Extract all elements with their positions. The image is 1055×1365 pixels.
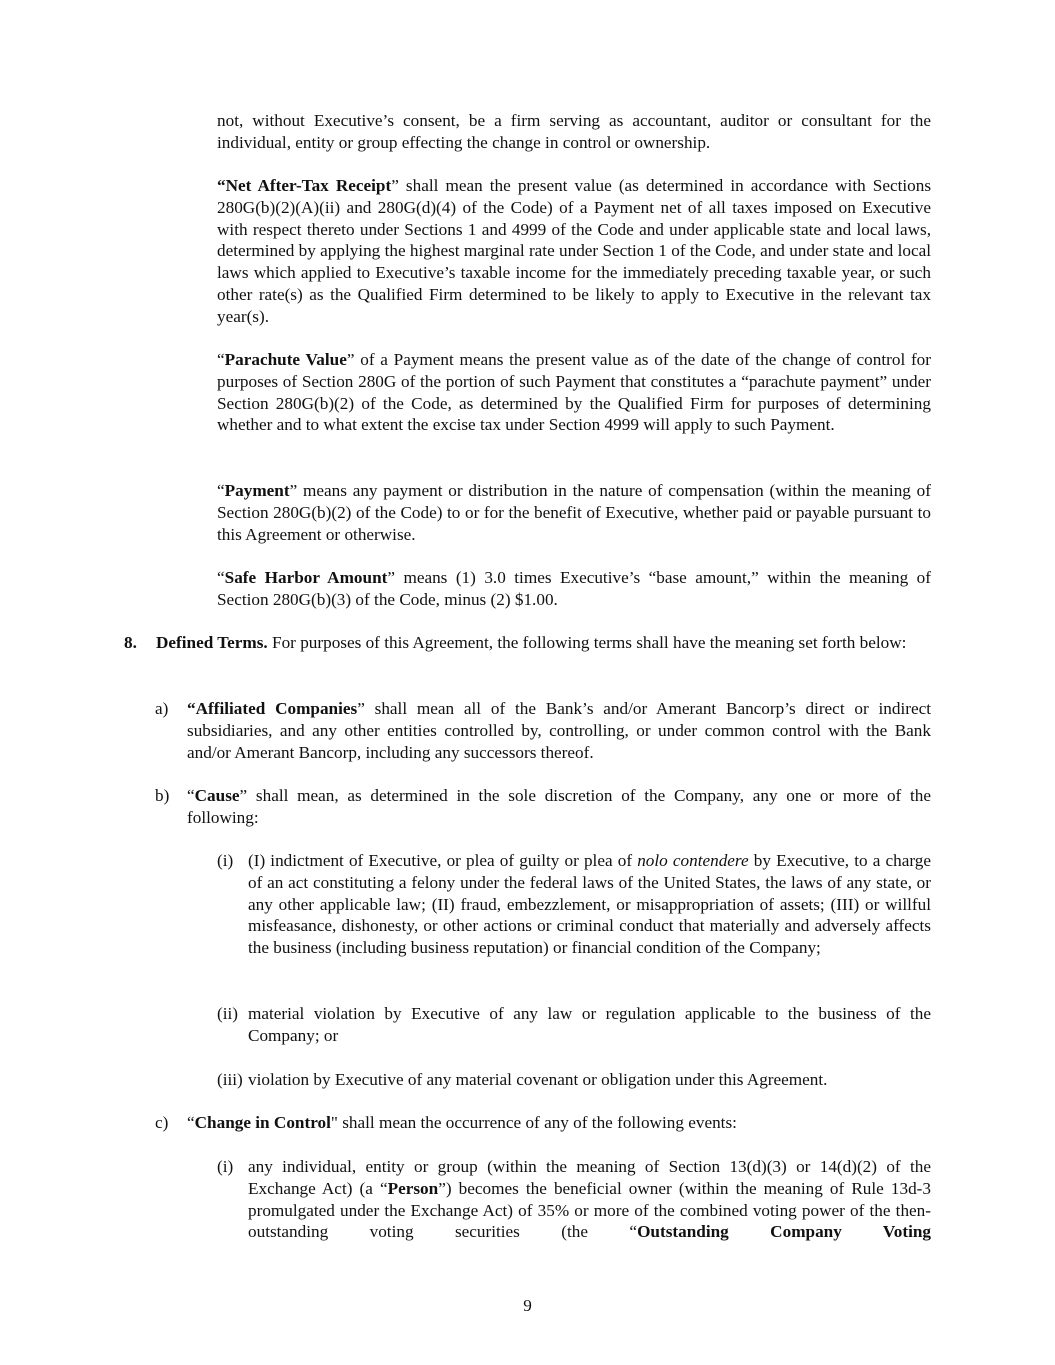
section-8-defined-terms: 8. Defined Terms. For purposes of this Agreement, the following terms shall have the meaning set forth below:	[124, 633, 907, 652]
subitem-label: (i)	[217, 1157, 234, 1176]
cause-subitem-iii: (iii) violation by Executive of any material covenant or obligation under this Agreement.	[217, 1070, 828, 1089]
subitem-label: (i)	[217, 851, 234, 870]
italic-term: nolo contendere	[637, 851, 749, 870]
defined-term: Safe Harbor Amount	[224, 568, 388, 587]
item-label: c)	[155, 1113, 169, 1132]
item-a-affiliated-companies: a) “Affiliated Companies” shall mean all of the Bank’s and/or Amerant Bancorp’s direct or indirect subsidiaries, and any other entities controlled by, controlling, or under common control with the Bank and/or Amerant Bancorp, including any successors thereof.	[155, 699, 931, 762]
definition-safe-harbor-amount: “Safe Harbor Amount” means (1) 3.0 times Executive’s “base amount,” within the meaning of Section 280G(b)(3) of the Code, minus (2) $1.00.	[217, 568, 931, 609]
continuation-paragraph: not, without Executive’s consent, be a firm serving as accountant, auditor or consultant for the individual, entity or group effecting the change in control or ownership.	[217, 111, 931, 152]
defined-term: Parachute Value	[224, 350, 347, 369]
subitem-label: (ii)	[217, 1004, 238, 1023]
definition-payment: “Payment” means any payment or distribution in the nature of compensation (within the meaning of Section 280G(b)(2) of the Code) to or for the benefit of Executive, whether paid or payable pursuant to this Agreement or otherwise.	[217, 481, 931, 544]
subitem-label: (iii)	[217, 1070, 243, 1089]
defined-term: Cause	[194, 786, 240, 805]
change-in-control-subitem-i: (i) any individual, entity or group (within the meaning of Section 13(d)(3) or 14(d)(2) of the Exchange Act) (a “Person”) becomes the beneficial owner (within the meaning of Rule 13d-3 promulgated under the Exchange Act) of 35% or more of the combined voting power of the then-outstanding voting securities (the “Outstanding Company Voting	[217, 1157, 931, 1242]
defined-term: Outstanding Company Voting	[637, 1222, 931, 1242]
section-heading: Defined Terms.	[156, 633, 268, 652]
cause-subitem-ii: (ii) material violation by Executive of any law or regulation applicable to the business of the Company; or	[217, 1004, 931, 1045]
definition-net-after-tax-receipt: “Net After-Tax Receipt” shall mean the present value (as determined in accordance with Sections 280G(b)(2)(A)(ii) and 280G(d)(4) of the Code) of a Payment net of all taxes imposed on Executive with respect thereto under Sections 1 and 4999 of the Code and under applicable state and local laws, determined by applying the highest marginal rate under Section 1 of the Code, and under state and local laws which applied to Executive’s taxable income for the immediately preceding taxable year, or such other rate(s) as the Qualified Firm determined to be likely to apply to Executive in the relevant tax year(s).	[217, 176, 932, 326]
defined-term: Payment	[224, 481, 290, 500]
defined-term: Change in Control	[194, 1113, 331, 1132]
defined-term: “Affiliated Companies	[187, 699, 358, 718]
defined-term: Person	[387, 1178, 439, 1198]
item-label: a)	[155, 699, 169, 718]
defined-term: “Net After-Tax Receipt	[217, 176, 392, 195]
item-b-cause: b) “Cause” shall mean, as determined in the sole discretion of the Company, any one or more of the following:	[155, 786, 931, 827]
item-label: b)	[155, 786, 170, 805]
page-number: 9	[523, 1296, 532, 1315]
item-c-change-in-control: c) “Change in Control" shall mean the occurrence of any of the following events:	[155, 1113, 737, 1132]
cause-subitem-i: (i) (I) indictment of Executive, or plea of guilty or plea of nolo contendere by Executive, to a charge of an act constituting a felony under the federal laws of the United States, the laws of any state, or any other applicable law; (II) fraud, embezzlement, or misappropriation of assets; (III) or willful misfeasance, dishonesty, or other actions or criminal conduct that materially and adversely affects the business (including business reputation) or financial condition of the Company;	[217, 851, 931, 958]
definition-parachute-value: “Parachute Value” of a Payment means the present value as of the date of the change of control for purposes of Section 280G of the portion of such Payment that constitutes a “parachute payment” under Section 280G(b)(2) of the Code, as determined by the Qualified Firm for purposes of determining whether and to what extent the excise tax under Section 4999 will apply to such Payment.	[217, 350, 932, 435]
section-number: 8.	[124, 633, 137, 652]
